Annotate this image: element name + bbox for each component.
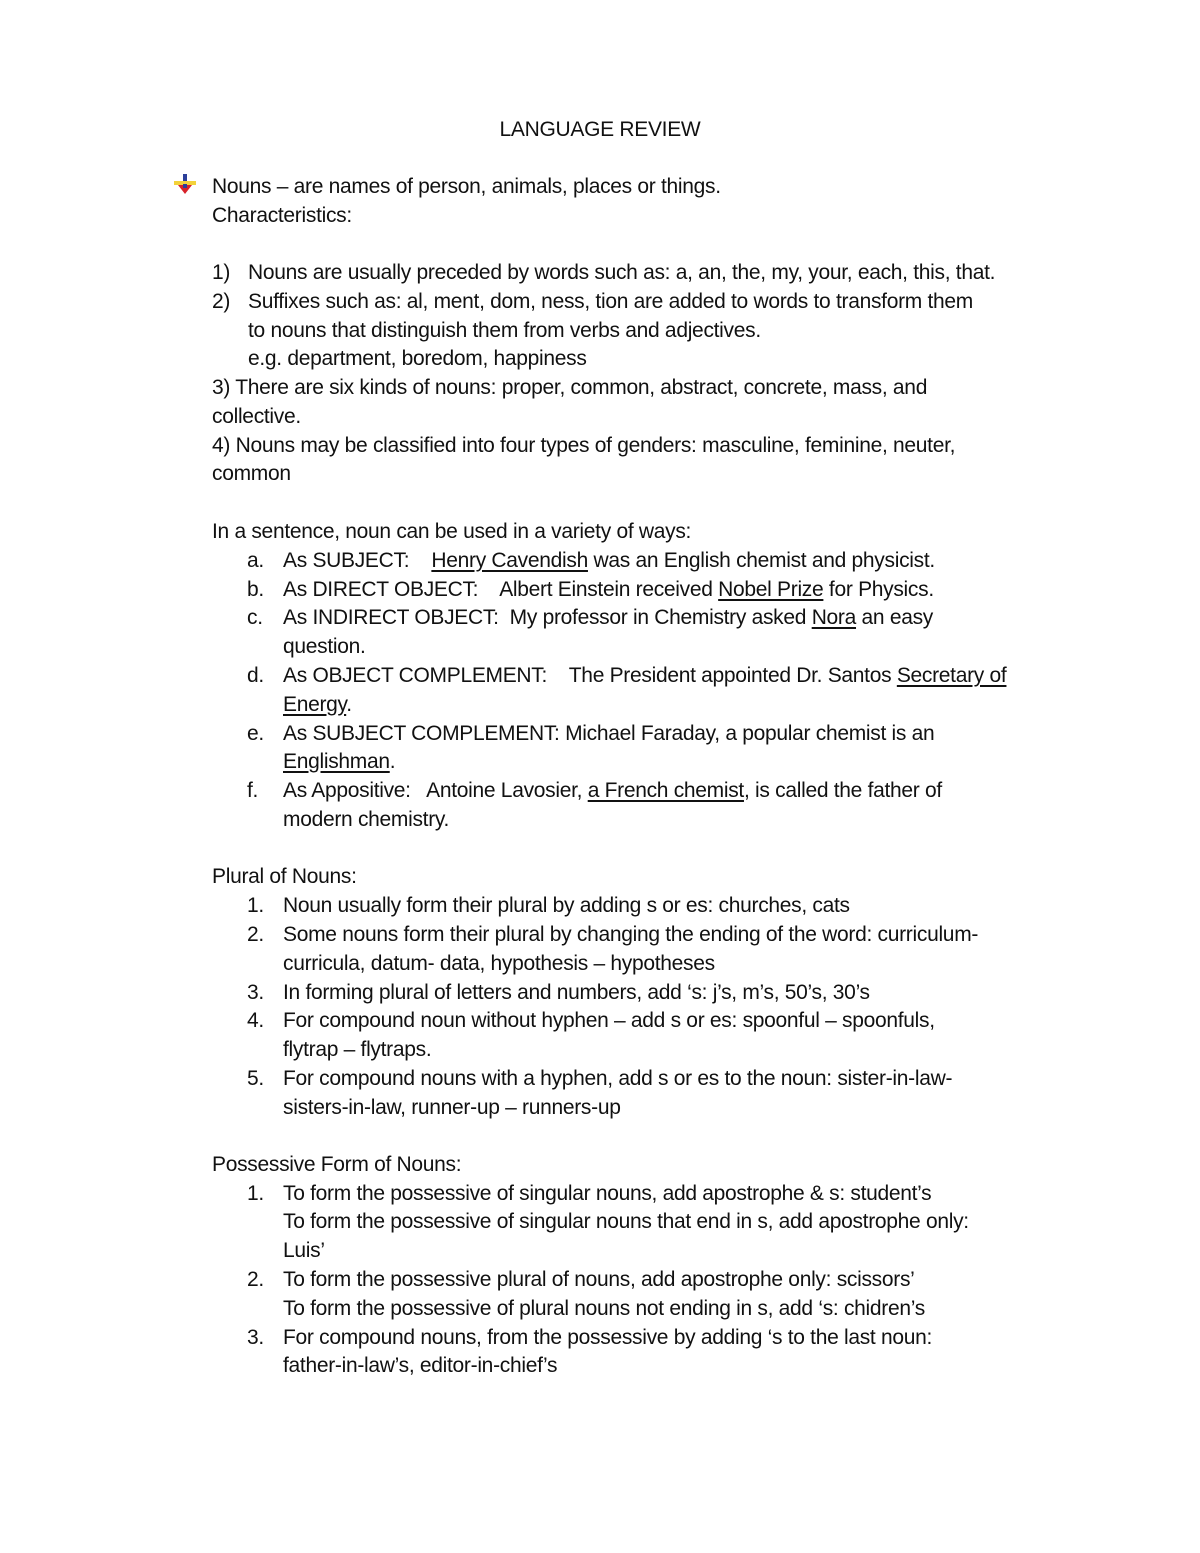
- use-item-continuation: Energy.: [283, 693, 352, 716]
- underlined-noun: a French chemist: [587, 779, 744, 802]
- list-item-continuation: flytrap – flytraps.: [283, 1038, 432, 1061]
- characteristic-text: Suffixes such as: al, ment, dom, ness, tion are added to words to transform them: [248, 290, 973, 313]
- underlined-noun: Nobel Prize: [718, 578, 824, 601]
- underlined-noun: Secretary of: [896, 664, 1007, 687]
- list-item: For compound nouns with a hyphen, add s or es to the noun: sister-in-law-: [283, 1067, 953, 1090]
- list-item: To form the possessive of singular nouns, add apostrophe & s: student’s: [283, 1182, 932, 1205]
- use-item: As SUBJECT COMPLEMENT: Michael Faraday, a popular chemist is an: [283, 722, 935, 745]
- use-item: As Appositive: Antoine Lavosier, a French chemist, is called the father of: [283, 779, 942, 802]
- use-item: As DIRECT OBJECT: Albert Einstein received Nobel Prize for Physics.: [283, 578, 934, 601]
- underlined-noun: Energy: [283, 693, 347, 716]
- characteristic-example: e.g. department, boredom, happiness: [248, 347, 587, 370]
- list-number: 1.: [247, 1182, 264, 1205]
- list-number: 5.: [247, 1067, 264, 1090]
- list-item: For compound noun without hyphen – add s or es: spoonful – spoonfuls,: [283, 1009, 935, 1032]
- list-item: Noun usually form their plural by adding s or es: churches, cats: [283, 894, 850, 917]
- list-item-continuation: curricula, datum- data, hypothesis – hypotheses: [283, 952, 715, 975]
- list-number: 3.: [247, 981, 264, 1004]
- list-item-continuation: To form the possessive of singular nouns that end in s, add apostrophe only:: [283, 1210, 969, 1233]
- list-item: For compound nouns, from the possessive by adding ‘s to the last noun:: [283, 1326, 933, 1349]
- list-item-continuation: To form the possessive of plural nouns not ending in s, add ‘s: chidren’s: [283, 1297, 925, 1320]
- section-heading: Possessive Form of Nouns:: [212, 1153, 462, 1176]
- characteristic-text: Nouns are usually preceded by words such as: a, an, the, my, your, each, this, that.: [248, 261, 996, 284]
- list-number: 2.: [247, 1268, 264, 1291]
- underlined-noun: Englishman: [283, 750, 390, 773]
- list-item: To form the possessive plural of nouns, add apostrophe only: scissors’: [283, 1268, 915, 1291]
- use-item: As INDIRECT OBJECT: My professor in Chemistry asked Nora an easy: [283, 606, 934, 629]
- list-item-continuation: Luis’: [283, 1239, 325, 1262]
- characteristic-text: to nouns that distinguish them from verbs and adjectives.: [248, 319, 761, 342]
- use-letter: f.: [247, 779, 259, 802]
- use-letter: b.: [247, 578, 264, 601]
- list-item: In forming plural of letters and numbers, add ‘s: j’s, m’s, 50’s, 30’s: [283, 981, 870, 1004]
- list-item-continuation: father-in-law’s, editor-in-chief’s: [283, 1354, 558, 1377]
- use-letter: c.: [247, 606, 263, 629]
- characteristic-text: common: [212, 462, 291, 485]
- use-item-continuation: modern chemistry.: [283, 808, 450, 831]
- nouns-definition: Nouns – are names of person, animals, places or things.: [212, 175, 721, 198]
- characteristic-text: collective.: [212, 405, 301, 428]
- characteristic-number: 2): [212, 290, 231, 313]
- section-heading: Plural of Nouns:: [212, 865, 357, 888]
- characteristic-text: 3) There are six kinds of nouns: proper, common, abstract, concrete, mass, and: [212, 376, 928, 399]
- use-letter: e.: [247, 722, 264, 745]
- use-item: As SUBJECT: Henry Cavendish was an English chemist and physicist.: [283, 549, 935, 572]
- page-title: LANGUAGE REVIEW: [499, 118, 701, 141]
- list-number: 2.: [247, 923, 264, 946]
- characteristic-number: 1): [212, 261, 231, 284]
- use-item-continuation: question.: [283, 635, 366, 658]
- arrow-bullet-icon: [174, 173, 196, 195]
- use-item-continuation: Englishman.: [283, 750, 396, 773]
- list-item-continuation: sisters-in-law, runner-up – runners-up: [283, 1096, 621, 1119]
- underlined-noun: Henry Cavendish: [431, 549, 588, 572]
- use-letter: a.: [247, 549, 264, 572]
- list-number: 1.: [247, 894, 264, 917]
- list-item: Some nouns form their plural by changing the ending of the word: curriculum-: [283, 923, 979, 946]
- use-item: As OBJECT COMPLEMENT: The President appointed Dr. Santos Secretary of: [283, 664, 1007, 687]
- list-number: 3.: [247, 1326, 264, 1349]
- characteristic-text: 4) Nouns may be classified into four types of genders: masculine, feminine, neuter,: [212, 434, 956, 457]
- use-letter: d.: [247, 664, 264, 687]
- uses-intro: In a sentence, noun can be used in a variety of ways:: [212, 520, 692, 543]
- underlined-noun: Nora: [811, 606, 857, 629]
- list-number: 4.: [247, 1009, 264, 1032]
- characteristics-label: Characteristics:: [212, 204, 352, 227]
